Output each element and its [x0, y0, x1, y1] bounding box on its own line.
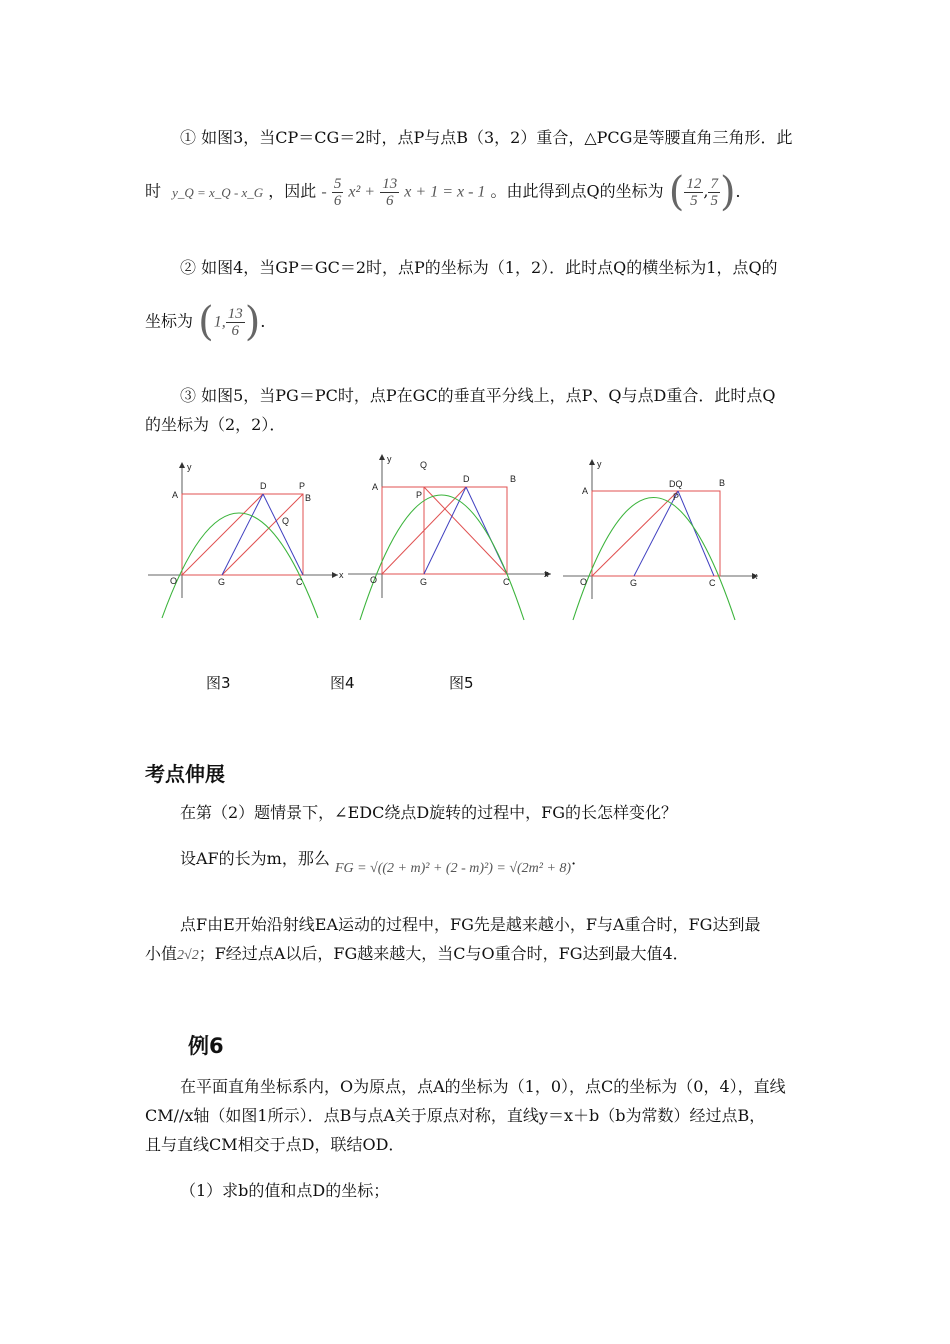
caption-figure-5: 图5: [449, 674, 474, 692]
line-GP: [222, 494, 303, 575]
line-DG: [222, 494, 263, 575]
label-x: x: [753, 571, 758, 581]
label-y: y: [187, 462, 192, 472]
section1-line4-prefix: 小值: [145, 944, 178, 963]
para2-coord-frac: $\frac{13}{6}$: [227, 305, 243, 339]
section1-line4-rest: ；F经过点A以后，FG越来越大，当C与O重合时，FG达到最大值4．: [198, 944, 689, 963]
parabola: [573, 498, 735, 621]
section1-line3: 点F由E开始沿射线EA运动的过程中，FG先是越来越小，F与A重合时，FG达到最: [180, 915, 761, 934]
eq-quad-mid: x² +: [348, 183, 376, 201]
section1-line4: [145, 944, 689, 966]
label-C: C: [709, 578, 716, 588]
label-O: O: [170, 576, 178, 586]
line-DG: [424, 487, 466, 574]
label-P: P: [673, 492, 680, 502]
eq-quad-sign: -: [321, 183, 327, 201]
eq-fg: FG = √((2 + m)² + (2 - m)²) = √(2m² + 8): [334, 861, 572, 876]
label-B: B: [510, 474, 517, 484]
section1-line2: [180, 849, 588, 876]
section1-line2-prefix: 设AF的长为m，那么: [180, 849, 330, 868]
label-D: D: [260, 481, 267, 491]
figure-5: [563, 455, 763, 603]
eq-quad-end: x + 1 = x - 1: [404, 183, 486, 201]
example-line2: CM//x轴（如图1所示）．点B与点A关于原点对称，直线y＝x＋b（b为常数）经过点B，: [145, 1106, 766, 1125]
label-C: C: [503, 577, 510, 587]
example-question1: （1）求b的值和点D的坐标；: [180, 1181, 390, 1200]
label-Q: Q: [420, 460, 428, 470]
label-D: D: [463, 474, 470, 484]
y-axis-arrow: [589, 459, 595, 465]
para1-end: ．: [735, 181, 752, 201]
line-PC: [424, 487, 507, 574]
section-title: 考点伸展: [145, 762, 225, 786]
label-O: O: [580, 577, 588, 587]
eq-yq: y_Q = x_Q - x_G: [172, 184, 264, 200]
y-axis-arrow: [379, 454, 385, 460]
parabola: [162, 513, 318, 618]
label-C: C: [296, 577, 303, 587]
para1-line1: ① 如图3，当CP＝CG＝2时，点P与点B（3，2）重合，△PCG是等腰直角三角形．此: [180, 128, 793, 147]
caption-figure-4: 图4: [330, 674, 355, 692]
figure-3: [148, 458, 343, 603]
example-line3: 且与直线CM相交于点D，联结OD．: [145, 1135, 405, 1154]
label-B: B: [305, 493, 312, 503]
label-B: B: [719, 478, 726, 488]
caption-figure-3: 图3: [206, 674, 231, 692]
eq-min: 2√2: [177, 948, 199, 963]
line-DC: [263, 494, 303, 575]
section1-line1: 在第（2）题情景下，∠EDC绕点D旋转的过程中，FG的长怎样变化？: [180, 803, 678, 822]
label-A: A: [172, 490, 179, 500]
label-G: G: [630, 578, 638, 588]
q-coord-frac2: $\frac{7}{5}$: [710, 175, 718, 209]
para1-line2-mid: ，因此: [268, 181, 317, 201]
label-x: x: [544, 569, 549, 579]
label-O: O: [370, 575, 378, 585]
label-x: x: [339, 570, 344, 580]
x-axis-arrow: [332, 572, 338, 578]
line-DC: [678, 491, 714, 576]
line-OD: [182, 494, 263, 575]
para2-line2: 坐标为 (1, $\frac{13}{6}$ )．: [145, 299, 277, 345]
parabola: [360, 495, 524, 620]
label-G: G: [218, 577, 226, 587]
label-y: y: [597, 459, 602, 469]
para2-coord-prefix: 1,: [213, 313, 226, 331]
para1-line2: 时 y_Q = x_Q - x_G ，因此 - $\frac{5}{6}$ x² + $\frac{13}{6}$ x + 1 = x - 1 。由此得到点Q的坐标为 ( $\frac{12}{5}$ , $\frac{7}{5}$ )．: [145, 169, 752, 215]
label-A: A: [372, 482, 379, 492]
label-y: y: [387, 454, 392, 464]
label-DQ: DQ: [669, 479, 683, 489]
q-coord-frac1: $\frac{12}{5}$: [686, 175, 702, 209]
eq-quad-frac1: $\frac{5}{6}$: [333, 175, 342, 209]
figure-4: [346, 450, 556, 602]
label-Q: Q: [282, 516, 290, 526]
para1-line2-prefix: 时: [145, 181, 162, 201]
para1-line2-suffix: 。由此得到点Q的坐标为: [490, 181, 664, 201]
label-A: A: [582, 486, 589, 496]
para3-line2: 的坐标为（2，2）．: [145, 415, 286, 434]
para2-end: ．: [260, 311, 277, 331]
label-P: P: [416, 490, 423, 500]
para3-line1: ③ 如图5，当PG＝PC时，点P在GC的垂直平分线上，点P、Q与点D重合．此时点Q: [180, 386, 776, 405]
example-title: 例6: [188, 1034, 224, 1058]
label-P: P: [299, 481, 306, 491]
y-axis-arrow: [179, 462, 185, 468]
para2-line1: ② 如图4，当GP＝GC＝2时，点P的坐标为（1，2）．此时点Q的横坐标为1，点Q的: [180, 258, 778, 277]
section1-line2-end: ．: [571, 849, 588, 868]
para2-line2-prefix: 坐标为: [145, 311, 194, 331]
example-line1: 在平面直角坐标系内，O为原点，点A的坐标为（1，0），点C的坐标为（0，4），直线: [180, 1077, 786, 1096]
label-G: G: [420, 577, 428, 587]
eq-quad-frac2: $\frac{13}{6}$: [382, 175, 398, 209]
